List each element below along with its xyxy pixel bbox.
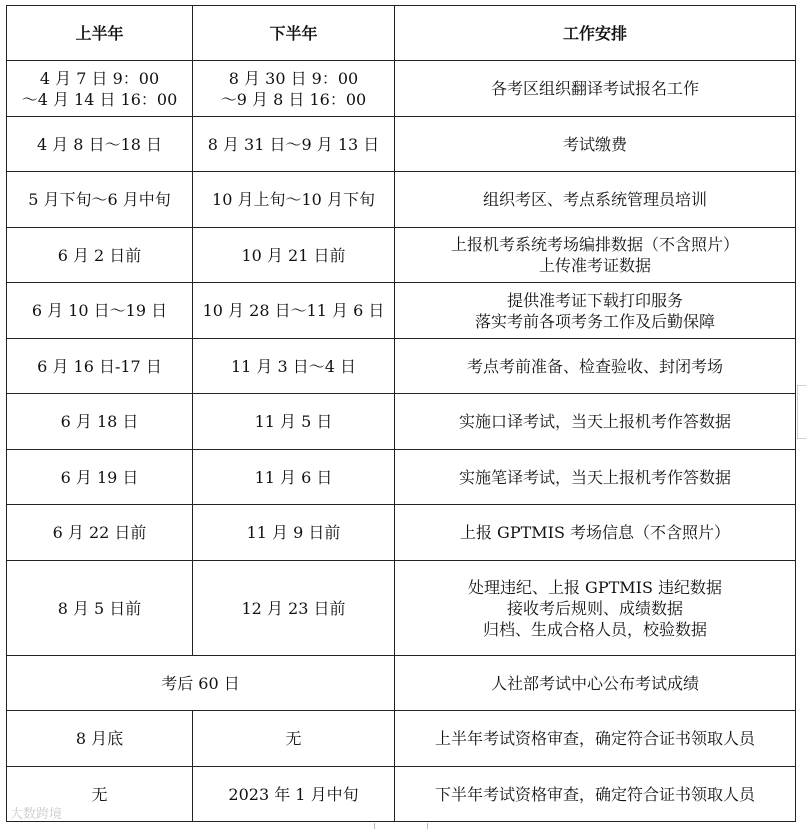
table-row xyxy=(7,283,796,339)
table-row xyxy=(7,450,796,505)
task-cell-line: 实施笔译考试，当天上报机考作答数据 xyxy=(458,467,731,487)
task-cell-line: 各考区组织翻译考试报名工作 xyxy=(490,79,699,98)
second-half-cell-line: 11 月 6 日 xyxy=(254,467,333,487)
second-half-cell xyxy=(193,767,395,822)
first-half-cell-line: 6 月 10 日～19 日 xyxy=(31,301,168,320)
table-row xyxy=(7,505,796,561)
task-cell-line: 落实考前各项考务工作及后勤保障 xyxy=(474,311,715,331)
task-cell xyxy=(395,450,796,505)
second-half-cell-line: 10 月上旬～10 月下旬 xyxy=(212,190,375,209)
first-half-cell xyxy=(7,450,193,505)
second-half-cell xyxy=(193,394,395,450)
header-second-half: 下半年 xyxy=(193,6,395,61)
first-half-cell xyxy=(7,283,193,339)
table-row xyxy=(7,117,796,172)
first-half-cell-line: 8 月底 xyxy=(75,729,124,748)
footer-tick xyxy=(427,823,428,829)
task-cell-line: 上传准考证数据 xyxy=(538,256,651,275)
table-row xyxy=(7,61,796,117)
first-half-cell-line: 5 月下旬～6 月中旬 xyxy=(28,190,171,209)
second-half-cell xyxy=(193,711,395,767)
first-half-cell-line: 6 月 16 日-17 日 xyxy=(37,356,162,376)
task-cell-line: 归档、生成合格人员，校验数据 xyxy=(482,619,707,639)
second-half-cell-line: 10 月 21 日前 xyxy=(241,245,346,265)
task-cell xyxy=(395,656,796,711)
table-row xyxy=(7,711,796,767)
first-half-cell xyxy=(7,505,193,561)
task-cell xyxy=(395,228,796,283)
second-half-cell-line: 11 月 5 日 xyxy=(254,412,333,431)
first-half-cell xyxy=(7,228,193,283)
first-half-cell-line: 8 月 5 日前 xyxy=(57,598,142,618)
task-cell-line: 考点考前准备、检查验收、封闭考场 xyxy=(466,356,723,376)
second-half-cell xyxy=(193,339,395,394)
first-half-cell-line: 6 月 22 日前 xyxy=(52,523,147,542)
task-cell xyxy=(395,283,796,339)
task-cell-line: 考试缴费 xyxy=(562,134,627,154)
first-half-cell xyxy=(7,61,193,117)
task-cell xyxy=(395,711,796,767)
first-half-cell xyxy=(7,394,193,450)
task-cell xyxy=(395,561,796,656)
first-half-cell-line: 无 xyxy=(91,784,108,804)
second-half-cell xyxy=(193,505,395,561)
task-cell-line: 上报 GPTMIS 考场信息（不含照片） xyxy=(459,523,731,542)
task-cell-line: 提供准考证下载打印服务 xyxy=(506,290,683,310)
second-half-cell-line: 11 月 9 日前 xyxy=(246,523,341,542)
first-half-cell-line: 6 月 19 日 xyxy=(60,467,139,487)
second-half-cell-line: 8 月 30 日 9：00 xyxy=(228,68,359,88)
table-row xyxy=(7,394,796,450)
table-row xyxy=(7,339,796,394)
task-cell-line: 组织考区、考点系统管理员培训 xyxy=(482,190,707,209)
table-row xyxy=(7,561,796,656)
header-first-half: 上半年 xyxy=(7,6,193,61)
first-half-cell xyxy=(7,117,193,172)
second-half-cell-line: 12 月 23 日前 xyxy=(241,598,346,618)
task-cell xyxy=(395,339,796,394)
table-row xyxy=(7,656,796,711)
first-half-cell xyxy=(7,339,193,394)
task-cell xyxy=(395,505,796,561)
header-work-arrangement: 工作安排 xyxy=(395,6,796,61)
first-half-cell-line: 4 月 7 日 9：00 xyxy=(39,68,160,88)
task-cell xyxy=(395,172,796,228)
second-half-cell-line: 2023 年 1 月中旬 xyxy=(228,784,359,804)
merged-date-cell: 考后 60 日 xyxy=(7,656,395,711)
second-half-cell-line: 11 月 3 日～4 日 xyxy=(230,356,357,376)
second-half-cell-line: ～9 月 8 日 16：00 xyxy=(220,89,367,109)
table-row xyxy=(7,172,796,228)
task-cell xyxy=(395,394,796,450)
second-half-cell xyxy=(193,450,395,505)
first-half-cell xyxy=(7,561,193,656)
second-half-cell xyxy=(193,228,395,283)
task-cell-line: 上报机考系统考场编排数据（不含照片） xyxy=(450,235,739,254)
task-cell xyxy=(395,117,796,172)
second-half-cell-line: 8 月 31 日～9 月 13 日 xyxy=(207,134,380,154)
first-half-cell-line: ～4 月 14 日 16：00 xyxy=(21,89,178,109)
task-cell-line: 处理违纪、上报 GPTMIS 违纪数据 xyxy=(467,577,723,597)
second-half-cell xyxy=(193,117,395,172)
second-half-cell xyxy=(193,283,395,339)
second-half-cell-line: 无 xyxy=(285,729,302,748)
first-half-cell-line: 6 月 18 日 xyxy=(60,412,139,431)
task-cell xyxy=(395,767,796,822)
second-half-cell xyxy=(193,561,395,656)
second-half-cell xyxy=(193,61,395,117)
table-row xyxy=(7,228,796,283)
first-half-cell xyxy=(7,172,193,228)
schedule-table xyxy=(6,5,796,822)
task-cell xyxy=(395,61,796,117)
first-half-cell-line: 4 月 8 日～18 日 xyxy=(36,134,163,154)
task-cell-line: 上半年考试资格审查，确定符合证书领取人员 xyxy=(434,729,755,748)
task-cell-line: 实施口译考试，当天上报机考作答数据 xyxy=(458,412,731,431)
first-half-cell xyxy=(7,711,193,767)
header-row xyxy=(7,6,796,61)
first-half-cell-line: 6 月 2 日前 xyxy=(57,245,142,265)
task-cell-line: 接收考后规则、成绩数据 xyxy=(506,598,683,618)
second-half-cell xyxy=(193,172,395,228)
second-half-cell-line: 10 月 28 日～11 月 6 日 xyxy=(202,301,385,320)
task-cell-line: 人社部考试中心公布考试成绩 xyxy=(490,673,699,693)
side-scroll-marker xyxy=(797,385,806,439)
table-row xyxy=(7,767,796,822)
task-cell-line: 下半年考试资格审查，确定符合证书领取人员 xyxy=(434,784,755,804)
footer-tick xyxy=(374,823,375,829)
watermark: 大数跨境 xyxy=(10,807,63,822)
